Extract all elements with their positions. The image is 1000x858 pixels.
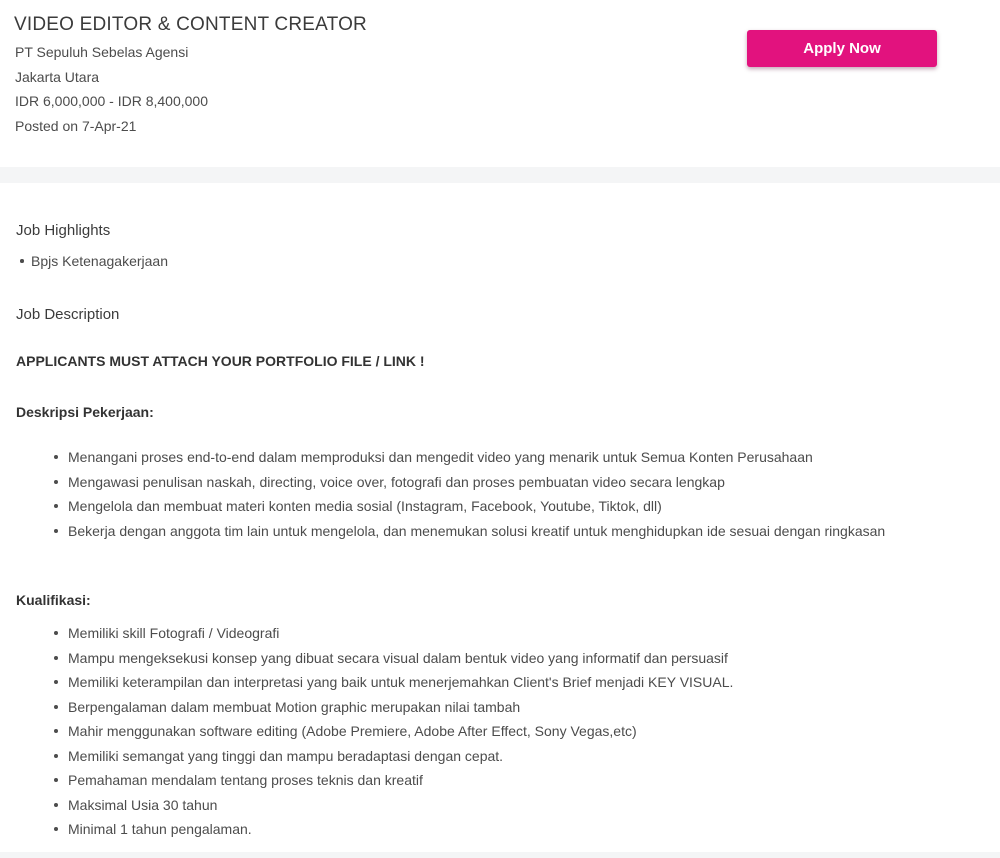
qualification-item: Maksimal Usia 30 tahun	[68, 793, 988, 818]
description-item: Bekerja dengan anggota tim lain untuk mengelola, dan menemukan solusi kreatif untuk menghidupkan ide sesuai dengan ringkasan	[68, 519, 988, 544]
kualifikasi-list	[68, 621, 988, 842]
job-description-heading: Job Description	[16, 306, 120, 323]
apply-now-button[interactable]: Apply Now	[747, 30, 937, 67]
deskripsi-pekerjaan-heading: Deskripsi Pekerjaan:	[16, 404, 154, 420]
qualification-item: Pemahaman mendalam tentang proses teknis dan kreatif	[68, 768, 988, 793]
description-item: Menangani proses end-to-end dalam memproduksi dan mengedit video yang menarik untuk Semua Konten Perusahaan	[68, 445, 988, 470]
job-location: Jakarta Utara	[15, 68, 100, 85]
qualification-item: Mahir menggunakan software editing (Adobe Premiere, Adobe After Effect, Sony Vegas,etc)	[68, 719, 988, 744]
highlight-item: Bpjs Ketenagakerjaan	[31, 249, 951, 274]
qualification-item: Memiliki keterampilan dan interpretasi yang baik untuk menerjemahkan Client's Brief menjadi KEY VISUAL.	[68, 670, 988, 695]
section-divider	[0, 167, 1000, 183]
kualifikasi-heading: Kualifikasi:	[16, 592, 91, 608]
qualification-item: Berpengalaman dalam membuat Motion graphic merupakan nilai tambah	[68, 695, 988, 720]
job-meta	[15, 40, 208, 139]
qualification-item: Memiliki semangat yang tinggi dan mampu beradaptasi dengan cepat.	[68, 744, 988, 769]
description-item: Mengelola dan membuat materi konten media sosial (Instagram, Facebook, Youtube, Tiktok, dll)	[68, 494, 988, 519]
qualification-item: Mampu mengeksekusi konsep yang dibuat secara visual dalam bentuk video yang informatif dan persuasif	[68, 646, 988, 671]
job-highlights-heading: Job Highlights	[16, 222, 111, 239]
job-highlights-list	[31, 249, 951, 274]
salary-range: IDR 6,000,000 - IDR 8,400,000	[15, 93, 209, 110]
company-name: PT Sepuluh Sebelas Agensi	[15, 44, 189, 60]
job-title: VIDEO EDITOR & CONTENT CREATOR	[14, 14, 367, 35]
posted-date: Posted on 7-Apr-21	[15, 118, 137, 135]
qualification-item: Minimal 1 tahun pengalaman.	[68, 817, 988, 842]
qualification-item: Memiliki skill Fotografi / Videografi	[68, 621, 988, 646]
bottom-divider	[0, 852, 1000, 858]
description-item: Mengawasi penulisan naskah, directing, voice over, fotografi dan proses pembuatan video secara lengkap	[68, 470, 988, 495]
deskripsi-pekerjaan-list	[68, 445, 988, 543]
portfolio-notice: APPLICANTS MUST ATTACH YOUR PORTFOLIO FILE / LINK !	[16, 353, 425, 369]
